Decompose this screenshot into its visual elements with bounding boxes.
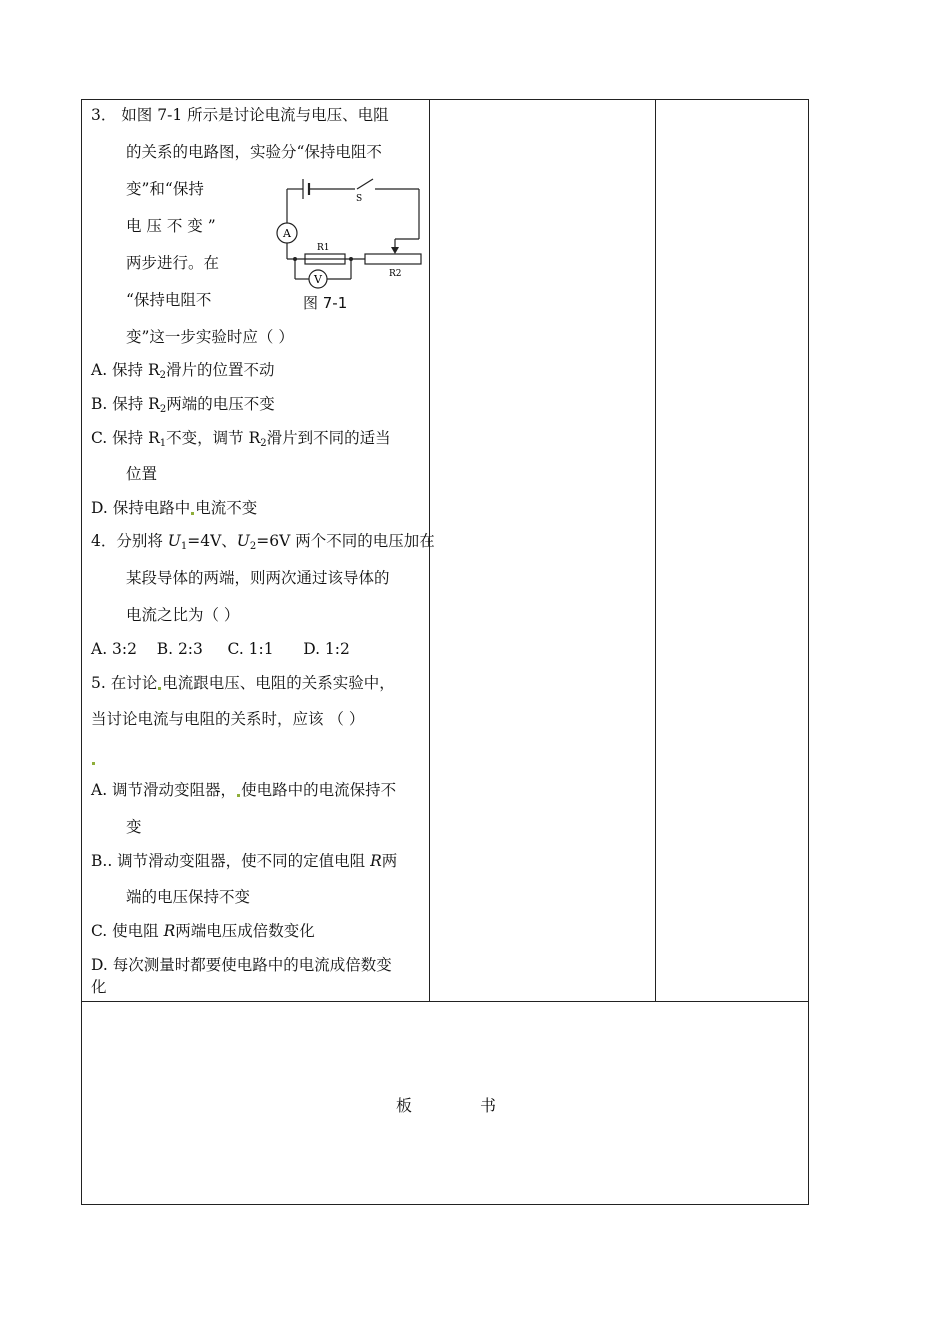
- q3-line-5: 两步进行。在: [126, 254, 220, 272]
- q3-line-3: 变”和“保持: [126, 180, 204, 198]
- row-divider: [82, 1001, 808, 1002]
- q3-option-c-line-2: 位置: [126, 465, 158, 483]
- q3-option-c: C. 保持 $R_1$不变，调节 $R_2$滑片到不同的适当: [91, 429, 391, 449]
- switch-label: S: [356, 194, 363, 204]
- q5-blank-line: [91, 748, 96, 768]
- q5-option-b-line-2: 端的电压保持不变: [126, 888, 251, 906]
- q3-line-4: 电 压 不 变 ”: [126, 217, 216, 235]
- q5-option-b: B.. 调节滑动变阻器，使不同的定值电阻 R两: [91, 852, 398, 870]
- figure-caption: 图 7-1: [303, 294, 348, 312]
- q5-option-c: C. 使电阻 R两端电压成倍数变化: [91, 922, 315, 940]
- q4-line-2: 某段导体的两端，则两次通过该导体的: [126, 569, 390, 587]
- q3-line-7: 变”这一步实验时应（ ）: [126, 328, 294, 346]
- q5-option-d: D. 每次测量时都要使电路中的电流成倍数变: [91, 956, 392, 974]
- q3-option-b: B. 保持 $R_2$两端的电压不变: [91, 395, 275, 415]
- r2-label: R2: [389, 269, 402, 279]
- q5-option-a-line-2: 变: [126, 818, 142, 836]
- q5-line-1: 5. 在讨论 电流跟电压、电阻的关系实验中，: [91, 674, 395, 692]
- lesson-table: [81, 99, 809, 1205]
- q4-line-1: 4．分别将 $U_1=4V$、$U_2=6V$ 两个不同的电压加在: [91, 532, 435, 552]
- ammeter-label: A: [283, 227, 291, 240]
- r1-label: R1: [317, 243, 330, 253]
- q4-line-3: 电流之比为（ ）: [126, 606, 240, 624]
- q5-option-a: A. 调节滑动变阻器， 使电路中的电流保持不: [91, 781, 397, 799]
- switch-blade: [357, 179, 373, 189]
- q3-option-a: A. 保持 $R_2$滑片的位置不动: [91, 361, 275, 381]
- exercise-cell: [82, 100, 435, 1001]
- q3-line-2: 的关系的电路图，实验分“保持电阻不: [126, 143, 382, 161]
- q5-line-2: 当讨论电流与电阻的关系时，应该 （ ）: [91, 710, 365, 728]
- column-divider-2: [655, 100, 656, 1001]
- q3-option-d: D. 保持电路中 电流不变: [91, 499, 258, 517]
- q3-line-1: 3． 如图 7-1 所示是讨论电流与电压、电阻: [91, 106, 389, 124]
- circuit-diagram: [265, 175, 425, 295]
- q3-line-6: “保持电阻不: [126, 291, 212, 309]
- board-label-char-1: 板: [396, 1096, 413, 1115]
- q5-option-d-line-2: 化: [91, 978, 107, 996]
- voltmeter-label: V: [314, 273, 322, 286]
- slider-arrow: [391, 247, 399, 254]
- resistor-r2: [365, 254, 421, 264]
- q4-options: A. 3:2 B. 2:3 C. 1:1 D. 1:2: [91, 640, 350, 658]
- board-label-char-2: 书: [480, 1096, 497, 1115]
